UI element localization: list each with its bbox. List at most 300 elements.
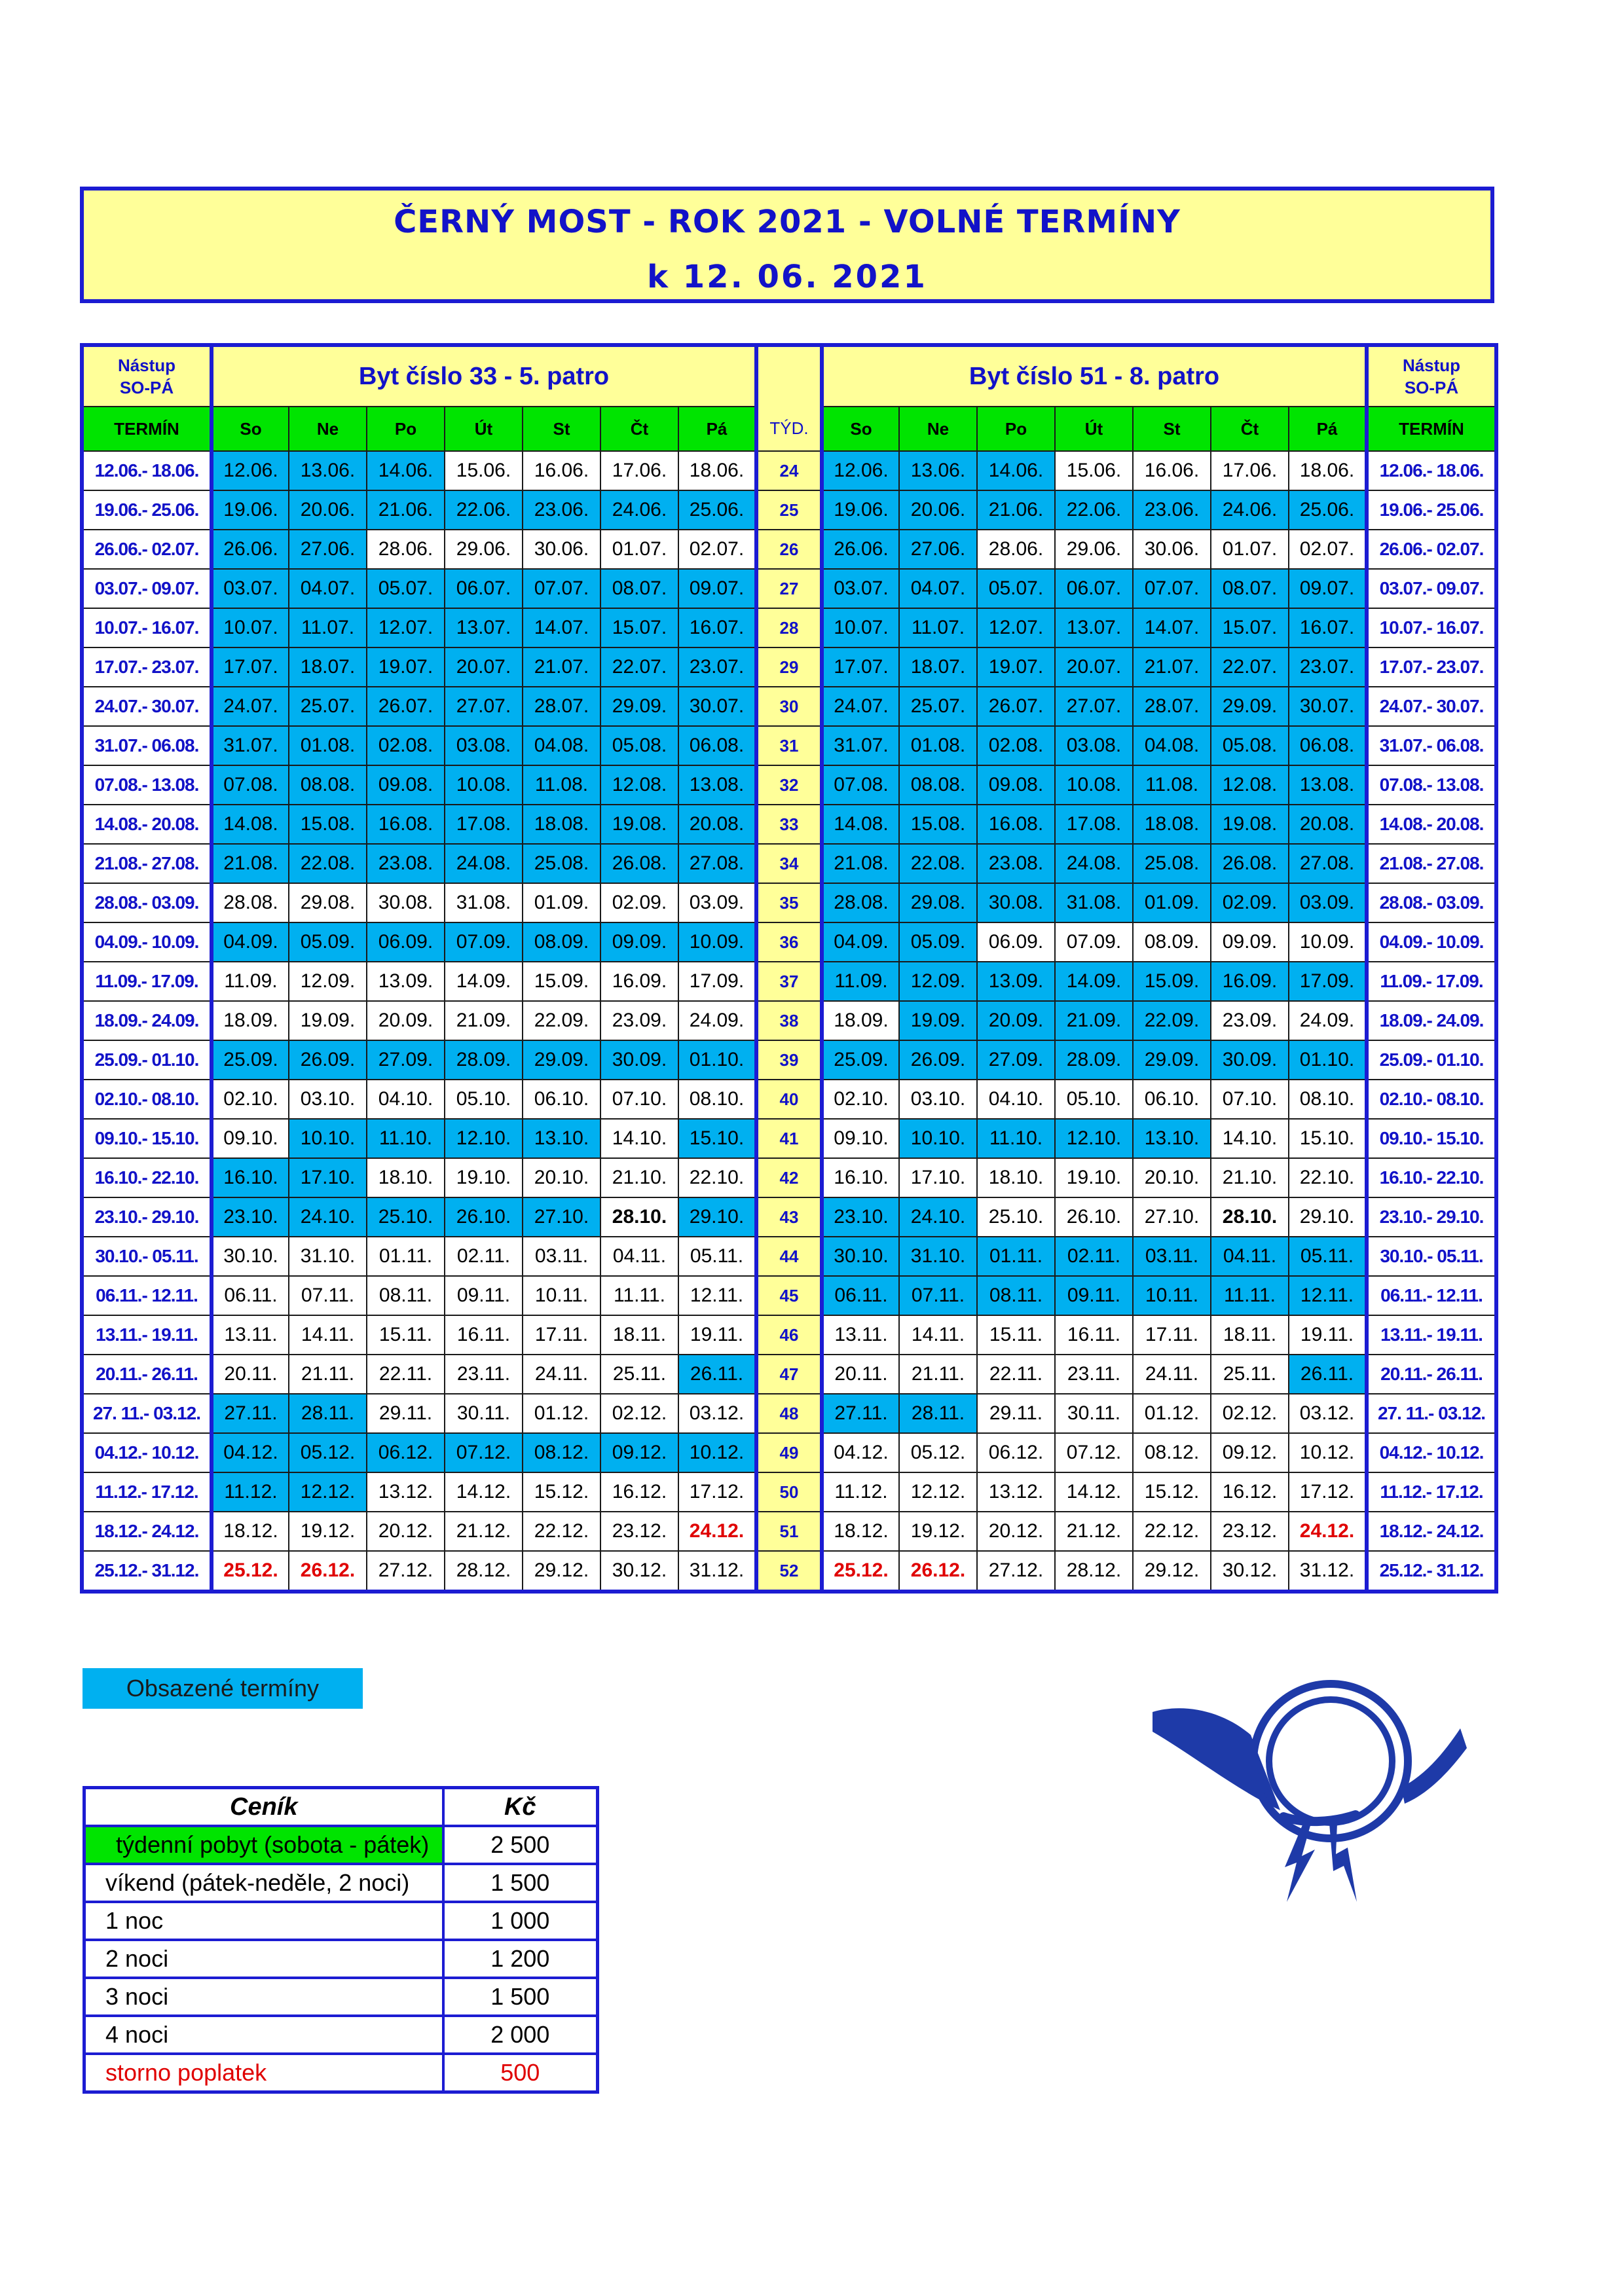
date-cell-apt33: 10.11. <box>523 1276 600 1315</box>
nastup-days: SO-PÁ <box>119 378 174 397</box>
date-cell-apt51: 24.12. <box>1289 1512 1367 1551</box>
date-cell-apt51: 04.07. <box>899 569 977 608</box>
date-cell-apt33: 14.11. <box>289 1315 367 1355</box>
schedule-row <box>82 1472 1496 1512</box>
term-cell-right: 30.10.- 05.11. <box>1367 1237 1496 1276</box>
date-cell-apt51: 05.07. <box>977 569 1055 608</box>
week-header: TÝD. <box>756 345 822 451</box>
week-number: 48 <box>756 1394 822 1433</box>
term-cell-left: 25.12.- 31.12. <box>82 1551 212 1592</box>
date-cell-apt51: 08.07. <box>1211 569 1289 608</box>
date-cell-apt33: 05.10. <box>445 1080 523 1119</box>
date-cell-apt33: 13.08. <box>678 765 756 805</box>
date-cell-apt51: 24.09. <box>1289 1001 1367 1040</box>
date-cell-apt33: 24.08. <box>445 844 523 883</box>
date-cell-apt33: 30.12. <box>600 1551 678 1592</box>
week-number: 41 <box>756 1119 822 1158</box>
schedule-row <box>82 805 1496 844</box>
week-number: 45 <box>756 1276 822 1315</box>
date-cell-apt51: 16.10. <box>822 1158 899 1197</box>
date-cell-apt33: 26.07. <box>367 687 445 726</box>
date-cell-apt51: 20.12. <box>977 1512 1055 1551</box>
pricing-row <box>84 2054 598 2092</box>
week-number: 24 <box>756 451 822 490</box>
horn-coil-inner <box>1269 1700 1392 1823</box>
date-cell-apt51: 07.09. <box>1055 922 1133 962</box>
pricing-item: storno poplatek <box>84 2054 443 2092</box>
schedule-row <box>82 1197 1496 1237</box>
date-cell-apt51: 12.06. <box>822 451 899 490</box>
pricing-item: 1 noc <box>84 1902 443 1940</box>
date-cell-apt33: 19.09. <box>289 1001 367 1040</box>
date-cell-apt51: 22.06. <box>1055 490 1133 530</box>
day-header-a2: Pá <box>1289 407 1367 451</box>
date-cell-apt51: 31.10. <box>899 1237 977 1276</box>
date-cell-apt51: 31.08. <box>1055 883 1133 922</box>
day-header-a2: Čt <box>1211 407 1289 451</box>
date-cell-apt33: 17.10. <box>289 1158 367 1197</box>
date-cell-apt33: 15.08. <box>289 805 367 844</box>
date-cell-apt33: 20.08. <box>678 805 756 844</box>
date-cell-apt33: 12.10. <box>445 1119 523 1158</box>
date-cell-apt33: 17.06. <box>600 451 678 490</box>
term-cell-left: 26.06.- 02.07. <box>82 530 212 569</box>
date-cell-apt51: 30.10. <box>822 1237 899 1276</box>
date-cell-apt33: 04.09. <box>212 922 289 962</box>
week-number: 52 <box>756 1551 822 1592</box>
date-cell-apt33: 28.10. <box>600 1197 678 1237</box>
date-cell-apt33: 27.08. <box>678 844 756 883</box>
date-cell-apt51: 26.09. <box>899 1040 977 1080</box>
schedule-row <box>82 1276 1496 1315</box>
term-cell-right: 25.12.- 31.12. <box>1367 1551 1496 1592</box>
pricing-row <box>84 1902 598 1940</box>
date-cell-apt33: 12.08. <box>600 765 678 805</box>
day-header-a2: Út <box>1055 407 1133 451</box>
date-cell-apt33: 23.06. <box>523 490 600 530</box>
date-cell-apt51: 14.12. <box>1055 1472 1133 1512</box>
date-cell-apt51: 18.06. <box>1289 451 1367 490</box>
date-cell-apt51: 15.12. <box>1133 1472 1211 1512</box>
date-cell-apt51: 01.12. <box>1133 1394 1211 1433</box>
term-cell-left: 12.06.- 18.06. <box>82 451 212 490</box>
term-cell-right: 04.09.- 10.09. <box>1367 922 1496 962</box>
date-cell-apt33: 21.08. <box>212 844 289 883</box>
term-cell-left: 19.06.- 25.06. <box>82 490 212 530</box>
day-header-a2: St <box>1133 407 1211 451</box>
date-cell-apt51: 20.06. <box>899 490 977 530</box>
pricing-value: 500 <box>443 2054 598 2092</box>
horn-tie <box>1283 1815 1356 1821</box>
date-cell-apt51: 21.11. <box>899 1355 977 1394</box>
date-cell-apt33: 27.11. <box>212 1394 289 1433</box>
date-cell-apt51: 15.07. <box>1211 608 1289 647</box>
date-cell-apt51: 13.07. <box>1055 608 1133 647</box>
term-cell-left: 02.10.- 08.10. <box>82 1080 212 1119</box>
date-cell-apt33: 27.06. <box>289 530 367 569</box>
date-cell-apt33: 26.08. <box>600 844 678 883</box>
schedule-row <box>82 1080 1496 1119</box>
day-header-a1: Út <box>445 407 523 451</box>
date-cell-apt33: 01.10. <box>678 1040 756 1080</box>
week-number: 38 <box>756 1001 822 1040</box>
pricing-table <box>83 1786 599 2094</box>
term-cell-right: 26.06.- 02.07. <box>1367 530 1496 569</box>
date-cell-apt33: 25.07. <box>289 687 367 726</box>
date-cell-apt51: 05.10. <box>1055 1080 1133 1119</box>
week-number: 25 <box>756 490 822 530</box>
date-cell-apt33: 09.08. <box>367 765 445 805</box>
date-cell-apt51: 04.08. <box>1133 726 1211 765</box>
date-cell-apt33: 11.10. <box>367 1119 445 1158</box>
week-number: 34 <box>756 844 822 883</box>
date-cell-apt51: 01.09. <box>1133 883 1211 922</box>
term-cell-left: 03.07.- 09.07. <box>82 569 212 608</box>
week-number: 37 <box>756 962 822 1001</box>
date-cell-apt33: 18.10. <box>367 1158 445 1197</box>
date-cell-apt51: 26.10. <box>1055 1197 1133 1237</box>
date-cell-apt33: 24.09. <box>678 1001 756 1040</box>
date-cell-apt51: 14.06. <box>977 451 1055 490</box>
date-cell-apt33: 05.12. <box>289 1433 367 1472</box>
apartment-51-header: Byt číslo 51 - 8. patro <box>822 345 1367 407</box>
date-cell-apt51: 27.10. <box>1133 1197 1211 1237</box>
term-cell-right: 02.10.- 08.10. <box>1367 1080 1496 1119</box>
date-cell-apt51: 27.07. <box>1055 687 1133 726</box>
date-cell-apt33: 19.08. <box>600 805 678 844</box>
date-cell-apt33: 25.08. <box>523 844 600 883</box>
date-cell-apt33: 30.10. <box>212 1237 289 1276</box>
date-cell-apt51: 17.12. <box>1289 1472 1367 1512</box>
date-cell-apt51: 29.09. <box>1211 687 1289 726</box>
date-cell-apt51: 25.09. <box>822 1040 899 1080</box>
term-cell-left: 10.07.- 16.07. <box>82 608 212 647</box>
date-cell-apt33: 04.10. <box>367 1080 445 1119</box>
date-cell-apt51: 02.09. <box>1211 883 1289 922</box>
date-cell-apt33: 22.07. <box>600 647 678 687</box>
date-cell-apt33: 14.08. <box>212 805 289 844</box>
date-cell-apt51: 08.11. <box>977 1276 1055 1315</box>
date-cell-apt51: 15.09. <box>1133 962 1211 1001</box>
date-cell-apt33: 15.06. <box>445 451 523 490</box>
date-cell-apt51: 10.08. <box>1055 765 1133 805</box>
date-cell-apt33: 18.09. <box>212 1001 289 1040</box>
date-cell-apt51: 23.09. <box>1211 1001 1289 1040</box>
date-cell-apt33: 20.11. <box>212 1355 289 1394</box>
term-cell-right: 07.08.- 13.08. <box>1367 765 1496 805</box>
date-cell-apt33: 06.11. <box>212 1276 289 1315</box>
date-cell-apt33: 23.10. <box>212 1197 289 1237</box>
date-cell-apt33: 21.11. <box>289 1355 367 1394</box>
date-cell-apt51: 15.10. <box>1289 1119 1367 1158</box>
week-number: 31 <box>756 726 822 765</box>
date-cell-apt33: 19.07. <box>367 647 445 687</box>
date-cell-apt33: 24.06. <box>600 490 678 530</box>
day-header-a1: Ne <box>289 407 367 451</box>
date-cell-apt33: 19.11. <box>678 1315 756 1355</box>
date-cell-apt51: 11.12. <box>822 1472 899 1512</box>
date-cell-apt51: 08.08. <box>899 765 977 805</box>
date-cell-apt33: 16.12. <box>600 1472 678 1512</box>
date-cell-apt51: 21.06. <box>977 490 1055 530</box>
date-cell-apt33: 29.09. <box>523 1040 600 1080</box>
date-cell-apt51: 30.07. <box>1289 687 1367 726</box>
date-cell-apt33: 09.10. <box>212 1119 289 1158</box>
term-cell-right: 19.06.- 25.06. <box>1367 490 1496 530</box>
date-cell-apt33: 25.06. <box>678 490 756 530</box>
date-cell-apt51: 30.12. <box>1211 1551 1289 1592</box>
term-header-right: TERMÍN <box>1367 407 1496 451</box>
nastup-label: Nástup <box>1402 355 1461 375</box>
date-cell-apt51: 08.10. <box>1289 1080 1367 1119</box>
date-cell-apt33: 04.07. <box>289 569 367 608</box>
date-cell-apt33: 03.08. <box>445 726 523 765</box>
date-cell-apt33: 02.07. <box>678 530 756 569</box>
date-cell-apt51: 05.12. <box>899 1433 977 1472</box>
term-cell-left: 17.07.- 23.07. <box>82 647 212 687</box>
date-cell-apt51: 22.09. <box>1133 1001 1211 1040</box>
week-number: 26 <box>756 530 822 569</box>
date-cell-apt33: 21.09. <box>445 1001 523 1040</box>
date-cell-apt51: 25.12. <box>822 1551 899 1592</box>
term-cell-left: 25.09.- 01.10. <box>82 1040 212 1080</box>
day-header-a1: So <box>212 407 289 451</box>
date-cell-apt51: 07.10. <box>1211 1080 1289 1119</box>
schedule-row <box>82 687 1496 726</box>
date-cell-apt51: 03.12. <box>1289 1394 1367 1433</box>
date-cell-apt33: 24.12. <box>678 1512 756 1551</box>
date-cell-apt51: 26.11. <box>1289 1355 1367 1394</box>
date-cell-apt51: 18.11. <box>1211 1315 1289 1355</box>
date-cell-apt51: 10.11. <box>1133 1276 1211 1315</box>
date-cell-apt33: 29.12. <box>523 1551 600 1592</box>
date-cell-apt51: 09.11. <box>1055 1276 1133 1315</box>
date-cell-apt51: 26.07. <box>977 687 1055 726</box>
date-cell-apt51: 25.07. <box>899 687 977 726</box>
week-number: 39 <box>756 1040 822 1080</box>
pricing-value: 1 500 <box>443 1864 598 1902</box>
date-cell-apt51: 20.11. <box>822 1355 899 1394</box>
date-cell-apt33: 16.10. <box>212 1158 289 1197</box>
pricing-item: týdenní pobyt (sobota - pátek) <box>84 1826 443 1864</box>
schedule-row <box>82 530 1496 569</box>
week-number: 40 <box>756 1080 822 1119</box>
day-header-a2: Po <box>977 407 1055 451</box>
nastup-label: Nástup <box>117 355 176 375</box>
schedule-row <box>82 883 1496 922</box>
pricing-header-item: Ceník <box>84 1788 443 1827</box>
date-cell-apt33: 03.10. <box>289 1080 367 1119</box>
date-cell-apt51: 17.09. <box>1289 962 1367 1001</box>
week-number: 42 <box>756 1158 822 1197</box>
date-cell-apt51: 03.07. <box>822 569 899 608</box>
date-cell-apt33: 02.11. <box>445 1237 523 1276</box>
day-header-a1: Po <box>367 407 445 451</box>
date-cell-apt33: 07.11. <box>289 1276 367 1315</box>
date-cell-apt51: 30.09. <box>1211 1040 1289 1080</box>
date-cell-apt51: 02.10. <box>822 1080 899 1119</box>
date-cell-apt33: 22.11. <box>367 1355 445 1394</box>
day-header-a1: Čt <box>600 407 678 451</box>
date-cell-apt33: 11.07. <box>289 608 367 647</box>
date-cell-apt33: 06.07. <box>445 569 523 608</box>
date-cell-apt33: 21.12. <box>445 1512 523 1551</box>
date-cell-apt51: 08.09. <box>1133 922 1211 962</box>
header-row-1 <box>82 345 1496 407</box>
term-cell-right: 06.11.- 12.11. <box>1367 1276 1496 1315</box>
legend-occupied: Obsazené termíny <box>83 1668 363 1709</box>
date-cell-apt33: 18.07. <box>289 647 367 687</box>
pricing-value: 2 500 <box>443 1826 598 1864</box>
pricing-row <box>84 1978 598 2016</box>
date-cell-apt51: 11.10. <box>977 1119 1055 1158</box>
term-cell-left: 04.12.- 10.12. <box>82 1433 212 1472</box>
schedule-row <box>82 1512 1496 1551</box>
date-cell-apt33: 16.09. <box>600 962 678 1001</box>
date-cell-apt33: 07.10. <box>600 1080 678 1119</box>
date-cell-apt51: 18.12. <box>822 1512 899 1551</box>
date-cell-apt33: 20.07. <box>445 647 523 687</box>
date-cell-apt51: 16.09. <box>1211 962 1289 1001</box>
date-cell-apt51: 25.06. <box>1289 490 1367 530</box>
date-cell-apt33: 22.08. <box>289 844 367 883</box>
date-cell-apt33: 12.12. <box>289 1472 367 1512</box>
date-cell-apt51: 03.09. <box>1289 883 1367 922</box>
date-cell-apt51: 01.08. <box>899 726 977 765</box>
nastup-header-right <box>1367 345 1496 407</box>
date-cell-apt51: 19.08. <box>1211 805 1289 844</box>
date-cell-apt51: 16.12. <box>1211 1472 1289 1512</box>
date-cell-apt51: 04.11. <box>1211 1237 1289 1276</box>
date-cell-apt51: 05.09. <box>899 922 977 962</box>
date-cell-apt51: 06.12. <box>977 1433 1055 1472</box>
date-cell-apt51: 12.12. <box>899 1472 977 1512</box>
term-cell-right: 11.12.- 17.12. <box>1367 1472 1496 1512</box>
term-cell-left: 20.11.- 26.11. <box>82 1355 212 1394</box>
date-cell-apt33: 13.09. <box>367 962 445 1001</box>
date-cell-apt33: 22.10. <box>678 1158 756 1197</box>
term-cell-right: 23.10.- 29.10. <box>1367 1197 1496 1237</box>
schedule-row <box>82 1158 1496 1197</box>
date-cell-apt33: 13.11. <box>212 1315 289 1355</box>
date-cell-apt51: 21.08. <box>822 844 899 883</box>
term-cell-right: 31.07.- 06.08. <box>1367 726 1496 765</box>
date-cell-apt51: 24.10. <box>899 1197 977 1237</box>
date-cell-apt33: 23.08. <box>367 844 445 883</box>
date-cell-apt33: 08.09. <box>523 922 600 962</box>
date-cell-apt51: 29.11. <box>977 1394 1055 1433</box>
date-cell-apt33: 19.06. <box>212 490 289 530</box>
term-cell-right: 24.07.- 30.07. <box>1367 687 1496 726</box>
date-cell-apt51: 04.10. <box>977 1080 1055 1119</box>
date-cell-apt51: 11.08. <box>1133 765 1211 805</box>
schedule-row <box>82 608 1496 647</box>
date-cell-apt51: 22.07. <box>1211 647 1289 687</box>
week-number: 43 <box>756 1197 822 1237</box>
date-cell-apt51: 29.12. <box>1133 1551 1211 1592</box>
date-cell-apt33: 01.07. <box>600 530 678 569</box>
page-subtitle: k 12. 06. 2021 <box>647 259 927 295</box>
date-cell-apt33: 26.12. <box>289 1551 367 1592</box>
date-cell-apt33: 09.11. <box>445 1276 523 1315</box>
date-cell-apt51: 31.07. <box>822 726 899 765</box>
week-number: 32 <box>756 765 822 805</box>
date-cell-apt33: 10.08. <box>445 765 523 805</box>
date-cell-apt51: 23.11. <box>1055 1355 1133 1394</box>
schedule-row <box>82 569 1496 608</box>
date-cell-apt51: 13.06. <box>899 451 977 490</box>
term-cell-right: 28.08.- 03.09. <box>1367 883 1496 922</box>
date-cell-apt51: 24.07. <box>822 687 899 726</box>
date-cell-apt33: 15.11. <box>367 1315 445 1355</box>
week-number: 44 <box>756 1237 822 1276</box>
date-cell-apt33: 15.09. <box>523 962 600 1001</box>
schedule-table <box>80 343 1498 1594</box>
date-cell-apt33: 10.07. <box>212 608 289 647</box>
date-cell-apt51: 13.10. <box>1133 1119 1211 1158</box>
pricing-value: 1 200 <box>443 1940 598 1978</box>
date-cell-apt51: 30.06. <box>1133 530 1211 569</box>
date-cell-apt51: 30.08. <box>977 883 1055 922</box>
date-cell-apt51: 12.11. <box>1289 1276 1367 1315</box>
date-cell-apt33: 22.06. <box>445 490 523 530</box>
date-cell-apt51: 24.06. <box>1211 490 1289 530</box>
date-cell-apt51: 12.08. <box>1211 765 1289 805</box>
date-cell-apt51: 29.08. <box>899 883 977 922</box>
date-cell-apt33: 12.09. <box>289 962 367 1001</box>
date-cell-apt33: 24.11. <box>523 1355 600 1394</box>
date-cell-apt51: 04.09. <box>822 922 899 962</box>
date-cell-apt33: 28.06. <box>367 530 445 569</box>
date-cell-apt51: 09.12. <box>1211 1433 1289 1472</box>
date-cell-apt33: 10.09. <box>678 922 756 962</box>
date-cell-apt33: 07.12. <box>445 1433 523 1472</box>
date-cell-apt33: 16.06. <box>523 451 600 490</box>
date-cell-apt51: 25.10. <box>977 1197 1055 1237</box>
date-cell-apt51: 27.06. <box>899 530 977 569</box>
date-cell-apt33: 09.07. <box>678 569 756 608</box>
date-cell-apt33: 27.12. <box>367 1551 445 1592</box>
date-cell-apt33: 10.10. <box>289 1119 367 1158</box>
term-cell-right: 09.10.- 15.10. <box>1367 1119 1496 1158</box>
date-cell-apt33: 06.12. <box>367 1433 445 1472</box>
schedule-row <box>82 1355 1496 1394</box>
week-number: 50 <box>756 1472 822 1512</box>
date-cell-apt51: 12.09. <box>899 962 977 1001</box>
date-cell-apt51: 19.12. <box>899 1512 977 1551</box>
day-header-a1: St <box>523 407 600 451</box>
date-cell-apt51: 28.12. <box>1055 1551 1133 1592</box>
week-number: 29 <box>756 647 822 687</box>
date-cell-apt51: 09.08. <box>977 765 1055 805</box>
schedule-row <box>82 647 1496 687</box>
date-cell-apt51: 25.08. <box>1133 844 1211 883</box>
date-cell-apt51: 28.08. <box>822 883 899 922</box>
pricing-value: 2 000 <box>443 2016 598 2054</box>
date-cell-apt33: 26.09. <box>289 1040 367 1080</box>
date-cell-apt33: 18.08. <box>523 805 600 844</box>
nastup-days: SO-PÁ <box>1404 378 1459 397</box>
date-cell-apt33: 16.07. <box>678 608 756 647</box>
date-cell-apt33: 13.06. <box>289 451 367 490</box>
pricing-item: 4 noci <box>84 2016 443 2054</box>
term-cell-left: 27. 11.- 03.12. <box>82 1394 212 1433</box>
pricing-value: 1 500 <box>443 1978 598 2016</box>
term-cell-left: 13.11.- 19.11. <box>82 1315 212 1355</box>
date-cell-apt33: 19.10. <box>445 1158 523 1197</box>
date-cell-apt51: 18.09. <box>822 1001 899 1040</box>
week-number: 30 <box>756 687 822 726</box>
